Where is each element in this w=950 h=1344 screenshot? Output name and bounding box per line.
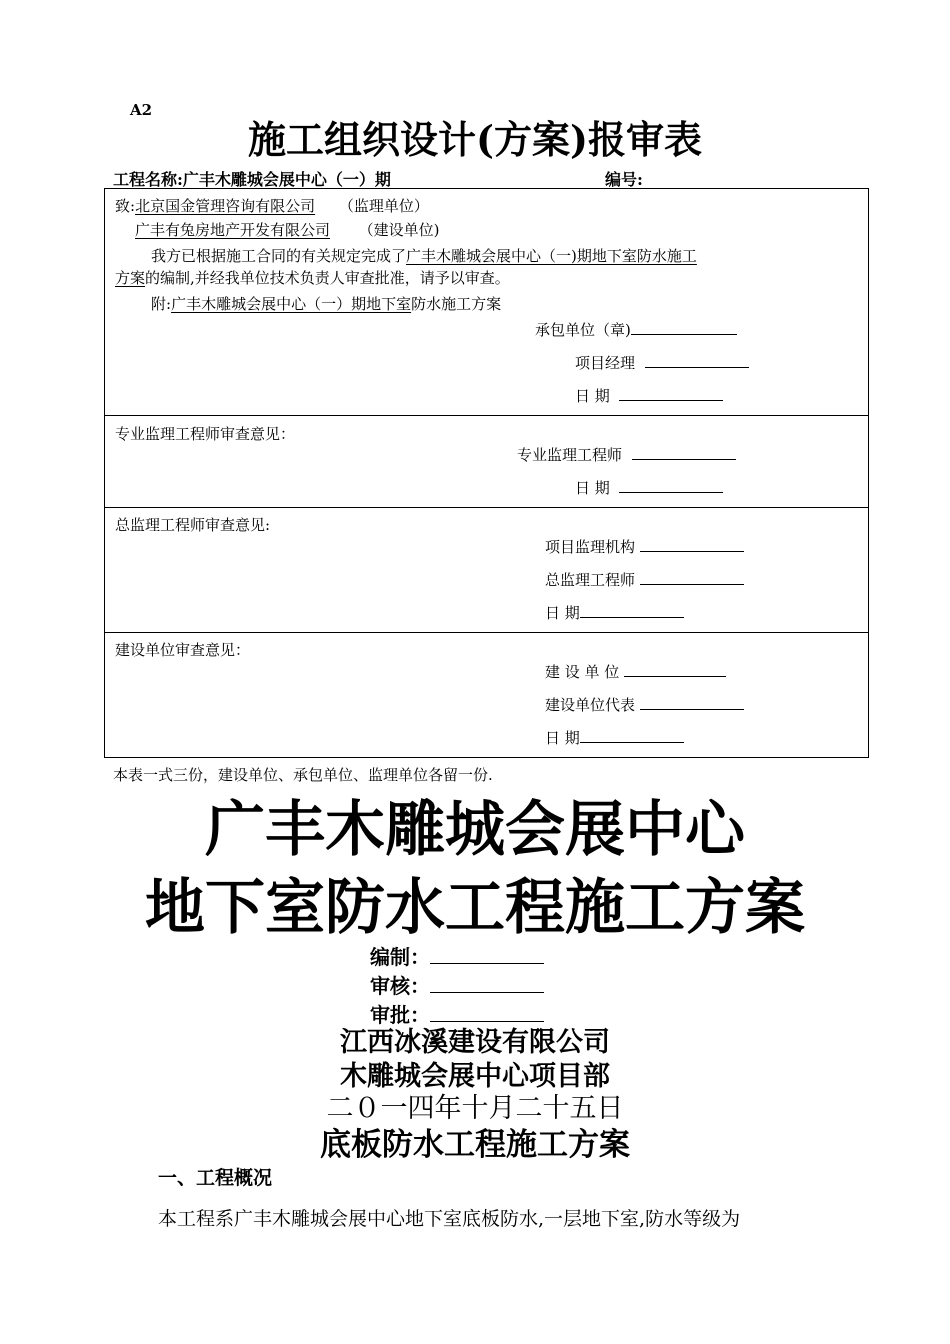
- date-label-2: 日 期: [575, 479, 610, 497]
- chief-sign-row: [545, 569, 744, 590]
- form-code: A2: [130, 101, 153, 119]
- specialist-review-cell: [105, 416, 869, 508]
- owner-sign-line: [624, 662, 726, 677]
- cover-title-line2: 地下室防水工程施工方案: [145, 873, 805, 943]
- contractor-sign-line: [631, 320, 737, 335]
- date-sign-line-3: [580, 603, 684, 618]
- chief-heading: 总监理工程师审查意见:: [115, 516, 271, 534]
- chief-review-cell: [105, 508, 869, 633]
- plan-name-line1: 广丰木雕城会展中心（一)期地下室防水施工: [406, 247, 697, 265]
- date-label-4: 日 期: [545, 729, 580, 747]
- owner-company: 广丰有兔房地产开发有限公司: [135, 221, 331, 239]
- form-title: 施工组织设计(方案)报审表: [248, 117, 702, 162]
- reviewed-row: [370, 970, 544, 999]
- heading-overview: 一、工程概况: [158, 1167, 273, 1189]
- date-label-3: 日 期: [545, 604, 580, 622]
- date-sign-row-4: [545, 727, 684, 748]
- owner-label: 建 设 单 位: [545, 663, 620, 681]
- attach-rest: 防水施工方案: [411, 295, 502, 313]
- date-sign-line-1: [619, 386, 723, 401]
- reviewed-label: 审核：: [370, 974, 430, 998]
- plan-name-line2: 方案: [115, 269, 146, 287]
- project-name-row: [113, 167, 391, 190]
- form-footnote: 本表一式三份，建设单位、承包单位、监理单位各留一份.: [113, 766, 493, 784]
- prepared-line: [430, 945, 544, 964]
- owner-heading: 建设单位审查意见：: [115, 641, 251, 659]
- date-label-1: 日 期: [575, 387, 610, 405]
- pm-sign-line: [645, 353, 749, 368]
- attachment-line: [151, 293, 501, 314]
- prepared-label: 编制：: [370, 945, 430, 969]
- specialist-sign-row: [517, 444, 736, 465]
- approved-row: [370, 999, 544, 1028]
- supervisor-role: （监理单位）: [338, 197, 429, 215]
- date-sign-line-2: [619, 478, 723, 493]
- number-label: 编号:: [605, 170, 643, 189]
- chief-label: 总监理工程师: [545, 571, 636, 589]
- approved-line: [430, 1003, 544, 1022]
- contractor-label: 承包单位（章): [535, 321, 631, 339]
- org-sign-row: [545, 536, 744, 557]
- attach-underlined: 广丰木雕城会展中心（一）期地下室: [171, 295, 412, 313]
- chief-sign-line: [640, 570, 744, 585]
- date-sign-row-1: [575, 385, 723, 406]
- statement-line2: [115, 267, 510, 288]
- pm-label: 项目经理: [575, 354, 636, 372]
- supervisor-company: 北京国金管理咨询有限公司: [135, 197, 316, 215]
- owner-sign-row: [545, 661, 726, 682]
- cover-company: 江西冰溪建设有限公司: [340, 1027, 610, 1058]
- statement-part1: 我方已根据施工合同的有关规定完成了: [151, 247, 407, 265]
- section-title: 底板防水工程施工方案: [320, 1127, 630, 1163]
- specialist-heading: 专业监理工程师审查意见：: [115, 425, 296, 443]
- org-label: 项目监理机构: [545, 538, 636, 556]
- statement-line1: [151, 245, 697, 266]
- review-form-table: [104, 188, 869, 758]
- statement-part2: 的编制,并经我单位技术负责人审查批准，请予以审查。: [145, 269, 510, 287]
- rep-sign-line: [640, 695, 744, 710]
- owner-line: [135, 219, 439, 240]
- reviewed-line: [430, 974, 544, 993]
- attach-prefix: 附:: [151, 295, 172, 313]
- specialist-label: 专业监理工程师: [517, 446, 623, 464]
- approved-label: 审批：: [370, 1003, 430, 1027]
- rep-sign-row: [545, 694, 744, 715]
- to-prefix: 致:: [115, 197, 136, 215]
- owner-role: （建设单位): [358, 221, 440, 239]
- date-sign-row-2: [575, 477, 723, 498]
- rep-label: 建设单位代表: [545, 696, 636, 714]
- date-sign-row-3: [545, 602, 684, 623]
- specialist-sign-line: [632, 445, 736, 460]
- submission-cell: [105, 189, 869, 416]
- pm-sign-row: [575, 352, 749, 373]
- prepared-row: [370, 941, 544, 970]
- cover-title-line1: 广丰木雕城会展中心: [205, 795, 745, 865]
- project-name: 广丰木雕城会展中心（一）期: [182, 170, 391, 189]
- to-line: [115, 195, 429, 216]
- cover-date: 二０一四年十月二十五日: [326, 1093, 624, 1124]
- contractor-sign-row: [535, 319, 737, 340]
- org-sign-line: [640, 537, 744, 552]
- cover-department: 木雕城会展中心项目部: [340, 1061, 610, 1092]
- owner-review-cell: [105, 633, 869, 758]
- overview-paragraph: 本工程系广丰木雕城会展中心地下室底板防水,一层地下室,防水等级为: [158, 1208, 741, 1230]
- date-sign-line-4: [580, 728, 684, 743]
- project-label: 工程名称:: [113, 170, 183, 189]
